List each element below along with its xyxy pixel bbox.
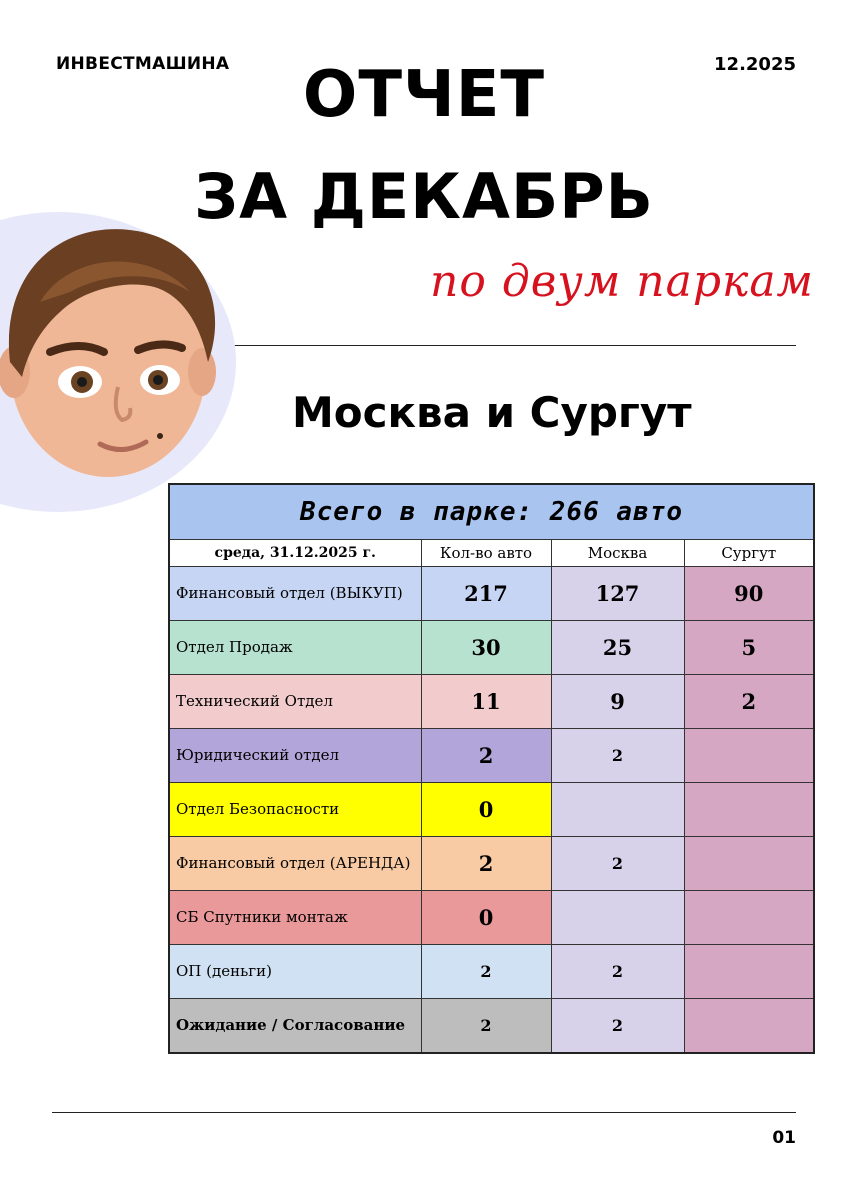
col-header-date: среда, 31.12.2025 г. <box>169 540 421 567</box>
table-row <box>169 891 814 945</box>
row-moscow: 2 <box>551 729 684 783</box>
row-moscow <box>551 891 684 945</box>
row-surgut: 5 <box>684 621 814 675</box>
row-label: ОП (деньги) <box>169 945 421 999</box>
total-caption: Всего в парке: 266 авто <box>169 484 814 540</box>
row-count: 0 <box>421 891 551 945</box>
row-label: Финансовый отдел (ВЫКУП) <box>169 567 421 621</box>
table-row <box>169 621 814 675</box>
avatar-icon <box>0 212 240 492</box>
row-count: 2 <box>421 945 551 999</box>
row-moscow: 9 <box>551 675 684 729</box>
page-number: 01 <box>772 1128 796 1148</box>
row-surgut <box>684 729 814 783</box>
title-line-1: ОТЧЕТ <box>302 58 546 132</box>
row-label: СБ Спутники монтаж <box>169 891 421 945</box>
table-row <box>169 567 814 621</box>
row-moscow <box>551 783 684 837</box>
table-row <box>169 783 814 837</box>
row-label: Технический Отдел <box>169 675 421 729</box>
col-header-surgut: Сургут <box>684 540 814 567</box>
table-row <box>169 729 814 783</box>
subtitle: по двум паркам <box>430 256 815 307</box>
row-moscow: 2 <box>551 945 684 999</box>
row-surgut <box>684 783 814 837</box>
row-surgut <box>684 999 814 1054</box>
divider-bottom <box>52 1112 796 1113</box>
row-surgut <box>684 837 814 891</box>
table-row <box>169 945 814 999</box>
report-date: 12.2025 <box>714 54 796 75</box>
table-row <box>169 675 814 729</box>
row-label: Финансовый отдел (АРЕНДА) <box>169 837 421 891</box>
col-header-count: Кол-во авто <box>421 540 551 567</box>
row-count: 2 <box>421 729 551 783</box>
row-moscow: 25 <box>551 621 684 675</box>
row-surgut <box>684 945 814 999</box>
city-heading: Москва и Сургут <box>292 388 692 437</box>
row-surgut <box>684 891 814 945</box>
table-header-row <box>169 540 814 567</box>
table-row <box>169 837 814 891</box>
row-count: 217 <box>421 567 551 621</box>
row-surgut: 90 <box>684 567 814 621</box>
table-row <box>169 999 814 1054</box>
title-line-2: ЗА ДЕКАБРЬ <box>194 160 654 233</box>
divider-top <box>230 345 796 346</box>
row-moscow: 2 <box>551 837 684 891</box>
row-count: 30 <box>421 621 551 675</box>
row-moscow: 2 <box>551 999 684 1054</box>
row-label: Ожидание / Согласование <box>169 999 421 1054</box>
brand-name: ИНВЕСТМАШИНА <box>56 54 230 74</box>
row-count: 2 <box>421 999 551 1054</box>
row-moscow: 127 <box>551 567 684 621</box>
row-count: 11 <box>421 675 551 729</box>
table-caption-row <box>169 484 814 540</box>
row-count: 2 <box>421 837 551 891</box>
row-label: Юридический отдел <box>169 729 421 783</box>
row-label: Отдел Продаж <box>169 621 421 675</box>
fleet-table <box>168 483 815 1054</box>
col-header-moscow: Москва <box>551 540 684 567</box>
row-surgut: 2 <box>684 675 814 729</box>
row-count: 0 <box>421 783 551 837</box>
row-label: Отдел Безопасности <box>169 783 421 837</box>
